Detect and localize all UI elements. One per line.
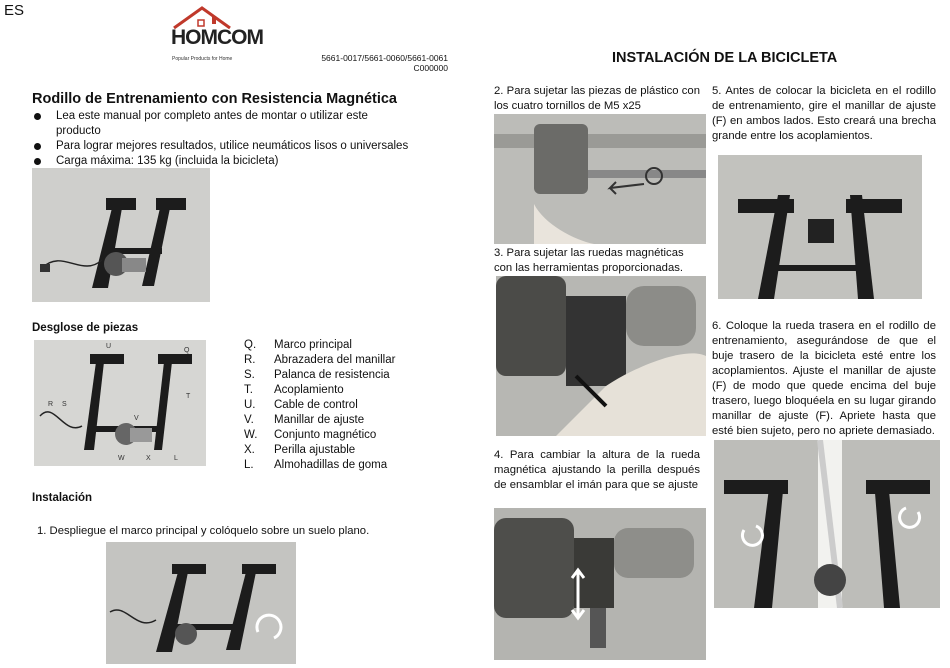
section-title: INSTALACIÓN DE LA BICICLETA	[612, 50, 838, 66]
diagram-label-r: R	[48, 401, 54, 408]
bullet-item: Carga máxima: 135 kg (incluida la bicicleta)	[32, 154, 412, 169]
part-name: Abrazadera del manillar	[274, 354, 396, 366]
bullet-item: Lea este manual por completo antes de montar o utilizar este producto	[32, 109, 412, 139]
part-name: Marco principal	[274, 339, 352, 351]
part-letter: X.	[244, 444, 255, 456]
step-2-photo	[494, 114, 706, 244]
logo-tagline: Popular Products for Home	[172, 56, 233, 62]
step-3-text: 3. Para sujetar las ruedas magnéticas con las herramientas proporcionadas.	[494, 247, 684, 274]
part-letter: V.	[244, 414, 254, 426]
part-letter: T.	[244, 384, 253, 396]
trainer-photo	[32, 168, 210, 302]
step-5-text: 5. Antes de colocar la bicicleta en el rodillo de entrenamiento, gire el manillar de ajuste (F) en ambos lados. Esto creará una brecha grande entre los acoplamientos.	[712, 85, 936, 142]
parts-list-item	[244, 413, 395, 428]
diagram-label-u: U	[106, 343, 112, 350]
step-1-text: 1. Despliegue el marco principal y colóquelo sobre un suelo plano.	[37, 525, 370, 537]
part-name: Manillar de ajuste	[274, 414, 365, 426]
part-name: Conjunto magnético	[274, 429, 377, 441]
part-letter: U.	[244, 399, 256, 411]
parts-list	[244, 338, 395, 473]
homcom-logo	[168, 4, 263, 64]
part-name: Palanca de resistencia	[274, 369, 390, 381]
part-letter: S.	[244, 369, 255, 381]
product-codes-line1: 5661-0017/5661-0060/5661-0061	[321, 53, 448, 63]
part-name: Almohadillas de goma	[274, 459, 388, 471]
part-letter: L.	[244, 459, 254, 471]
part-name: Acoplamiento	[274, 384, 344, 396]
step-4-text: 4. Para cambiar la altura de la rueda magnética ajustando la perilla después de ensamblar el imán para que se ajuste	[494, 449, 700, 491]
parts-list-item	[244, 458, 395, 473]
part-name: Perilla ajustable	[274, 444, 356, 456]
language-code: ES	[4, 2, 25, 19]
diagram-label-v: V	[134, 415, 139, 422]
diagram-label-q: Q	[184, 347, 190, 354]
product-codes	[296, 53, 448, 73]
step-1-photo	[106, 542, 296, 664]
parts-heading: Desglose de piezas	[32, 322, 139, 334]
step-6-text: 6. Coloque la rueda trasera en el rodillo de entrenamiento, asegurándose de que el buje trasero de la bicicleta esté entre los acoplamientos. Ajuste el manillar de ajuste (F) de modo que quede encima del buje trasero, luego bloquéela en su lugar girando manillar de ajuste (F). Apriete hasta que esté bien sujeto, pero no apriete demasiado.	[712, 320, 936, 437]
diagram-label-x: X	[146, 455, 151, 462]
product-codes-line2: C000000	[413, 63, 448, 73]
parts-list-item	[244, 398, 395, 413]
step-2-text: 2. Para sujetar las piezas de plástico con los cuatro tornillos de M5 x25	[494, 85, 700, 112]
part-letter: Q.	[244, 339, 257, 351]
parts-list-item	[244, 353, 395, 368]
parts-list-item	[244, 428, 395, 443]
product-title: Rodillo de Entrenamiento con Resistencia Magnética	[32, 91, 397, 107]
part-letter: W.	[244, 429, 258, 441]
bullet-list	[32, 109, 412, 169]
parts-diagram-photo	[34, 340, 206, 466]
step-6-photo	[714, 440, 940, 608]
parts-list-item	[244, 443, 395, 458]
bullet-item: Para lograr mejores resultados, utilice neumáticos lisos o universales	[32, 139, 412, 154]
step-4-photo	[494, 508, 706, 660]
part-name: Cable de control	[274, 399, 358, 411]
parts-list-item	[244, 338, 395, 353]
parts-list-item	[244, 368, 395, 383]
step-3-photo	[496, 276, 706, 436]
step-5-photo	[718, 155, 922, 299]
part-letter: R.	[244, 354, 256, 366]
parts-list-item	[244, 383, 395, 398]
diagram-label-w: W	[118, 455, 125, 462]
installation-heading: Instalación	[32, 492, 93, 504]
diagram-label-t: T	[186, 393, 191, 400]
logo-wordmark: HOMCOM	[171, 26, 263, 49]
diagram-label-s: S	[62, 401, 67, 408]
diagram-label-l: L	[174, 455, 178, 462]
